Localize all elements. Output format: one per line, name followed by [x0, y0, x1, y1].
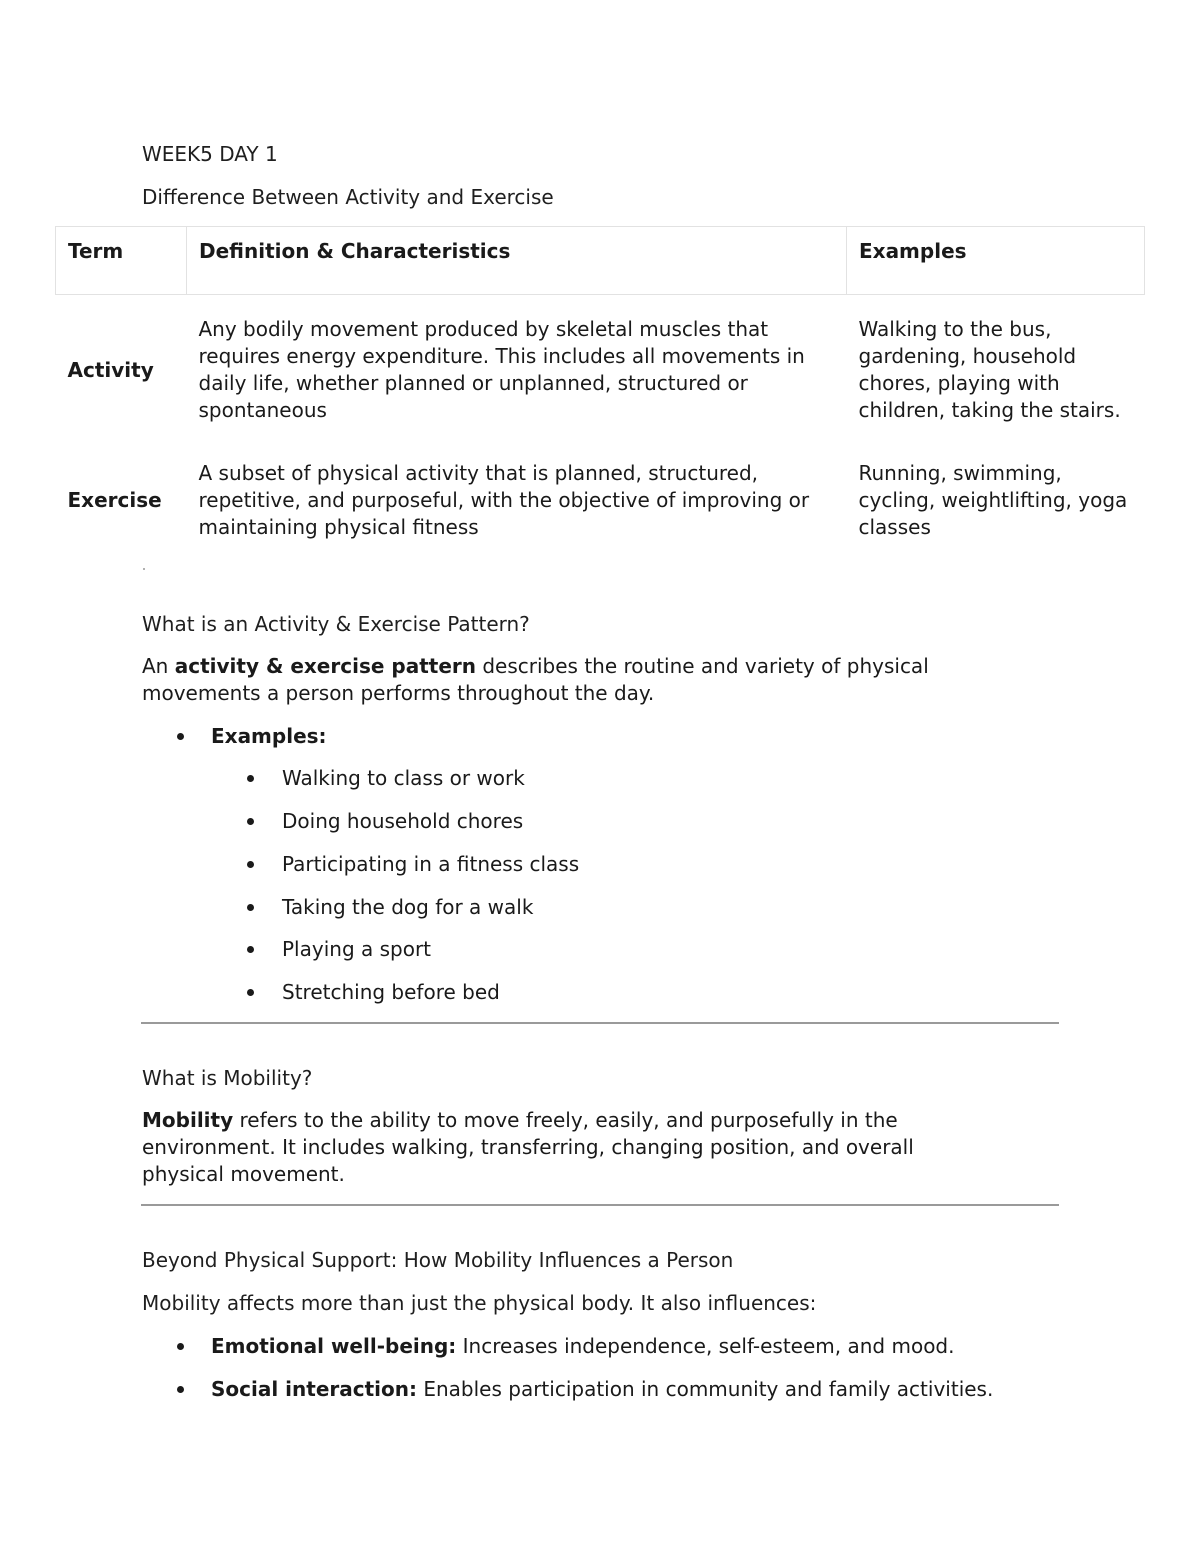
bullet-icon	[177, 733, 184, 740]
pattern-intro	[142, 653, 1022, 707]
header-definition: Definition & Characteristics	[187, 227, 847, 295]
bullet-icon	[247, 989, 254, 996]
table-row	[56, 445, 1145, 555]
section-divider	[141, 1204, 1059, 1206]
term-cell: Activity	[67, 357, 154, 382]
examples-cell: Walking to the bus, gardening, household chores, playing with children, taking the stairs.	[858, 317, 1121, 422]
list-item	[211, 1333, 954, 1360]
beyond-title: Beyond Physical Support: How Mobility Influences a Person	[142, 1248, 734, 1272]
bullet-icon	[247, 904, 254, 911]
header-examples: Examples	[847, 227, 1145, 295]
bullet-icon	[177, 1386, 184, 1393]
pattern-title: What is an Activity & Exercise Pattern?	[142, 612, 530, 636]
term-cell: Exercise	[67, 487, 162, 512]
definition-cell: A subset of physical activity that is planned, structured, repetitive, and purposeful, with the objective of improving or maintaining physical fitness	[198, 460, 810, 539]
pattern-intro-bold: activity & exercise pattern	[174, 654, 476, 678]
bullet-icon	[247, 946, 254, 953]
list-item: Stretching before bed	[282, 980, 500, 1004]
pattern-intro-suffix: describes the routine and variety of physical movements a person performs throughout the day.	[142, 654, 929, 705]
definition-cell: Any bodily movement produced by skeletal muscles that requires energy expenditure. This includes all movements in daily life, whether planned or unplanned, structured or spontaneous	[198, 317, 805, 422]
table-row	[56, 295, 1145, 446]
list-item: Participating in a fitness class	[282, 852, 580, 876]
section-title: Difference Between Activity and Exercise	[142, 185, 554, 209]
list-item: Playing a sport	[282, 937, 432, 961]
list-item-text: Enables participation in community and family activities.	[417, 1377, 994, 1401]
bullet-icon	[177, 1343, 184, 1350]
beyond-intro: Mobility affects more than just the physical body. It also influences:	[142, 1291, 817, 1315]
bullet-icon	[247, 861, 254, 868]
list-item-text: Increases independence, self-esteem, and mood.	[456, 1334, 955, 1358]
bullet-icon	[247, 775, 254, 782]
list-item: Taking the dog for a walk	[282, 895, 534, 919]
list-item-bold: Social interaction:	[211, 1377, 417, 1401]
section-divider	[141, 1022, 1059, 1024]
pattern-intro-prefix: An	[142, 654, 175, 678]
list-item: Doing household chores	[282, 809, 524, 833]
bullet-icon	[247, 818, 254, 825]
stray-mark	[143, 568, 145, 570]
mobility-title: What is Mobility?	[142, 1066, 313, 1090]
table-header-row	[56, 227, 1145, 295]
list-item	[211, 1376, 993, 1403]
examples-label: Examples:	[211, 724, 327, 748]
mobility-bold: Mobility	[142, 1108, 234, 1132]
header-term: Term	[56, 227, 187, 295]
list-item: Walking to class or work	[282, 766, 525, 790]
activity-exercise-table	[55, 226, 1145, 555]
list-item-bold: Emotional well-being:	[211, 1334, 457, 1358]
week-day-label: WEEK5 DAY 1	[142, 142, 278, 166]
mobility-definition	[142, 1107, 1002, 1188]
examples-cell: Running, swimming, cycling, weightlifting, yoga classes	[858, 460, 1128, 539]
mobility-text: refers to the ability to move freely, easily, and purposefully in the environment. It includes walking, transferring, changing position, and overall physical movement.	[142, 1108, 914, 1186]
